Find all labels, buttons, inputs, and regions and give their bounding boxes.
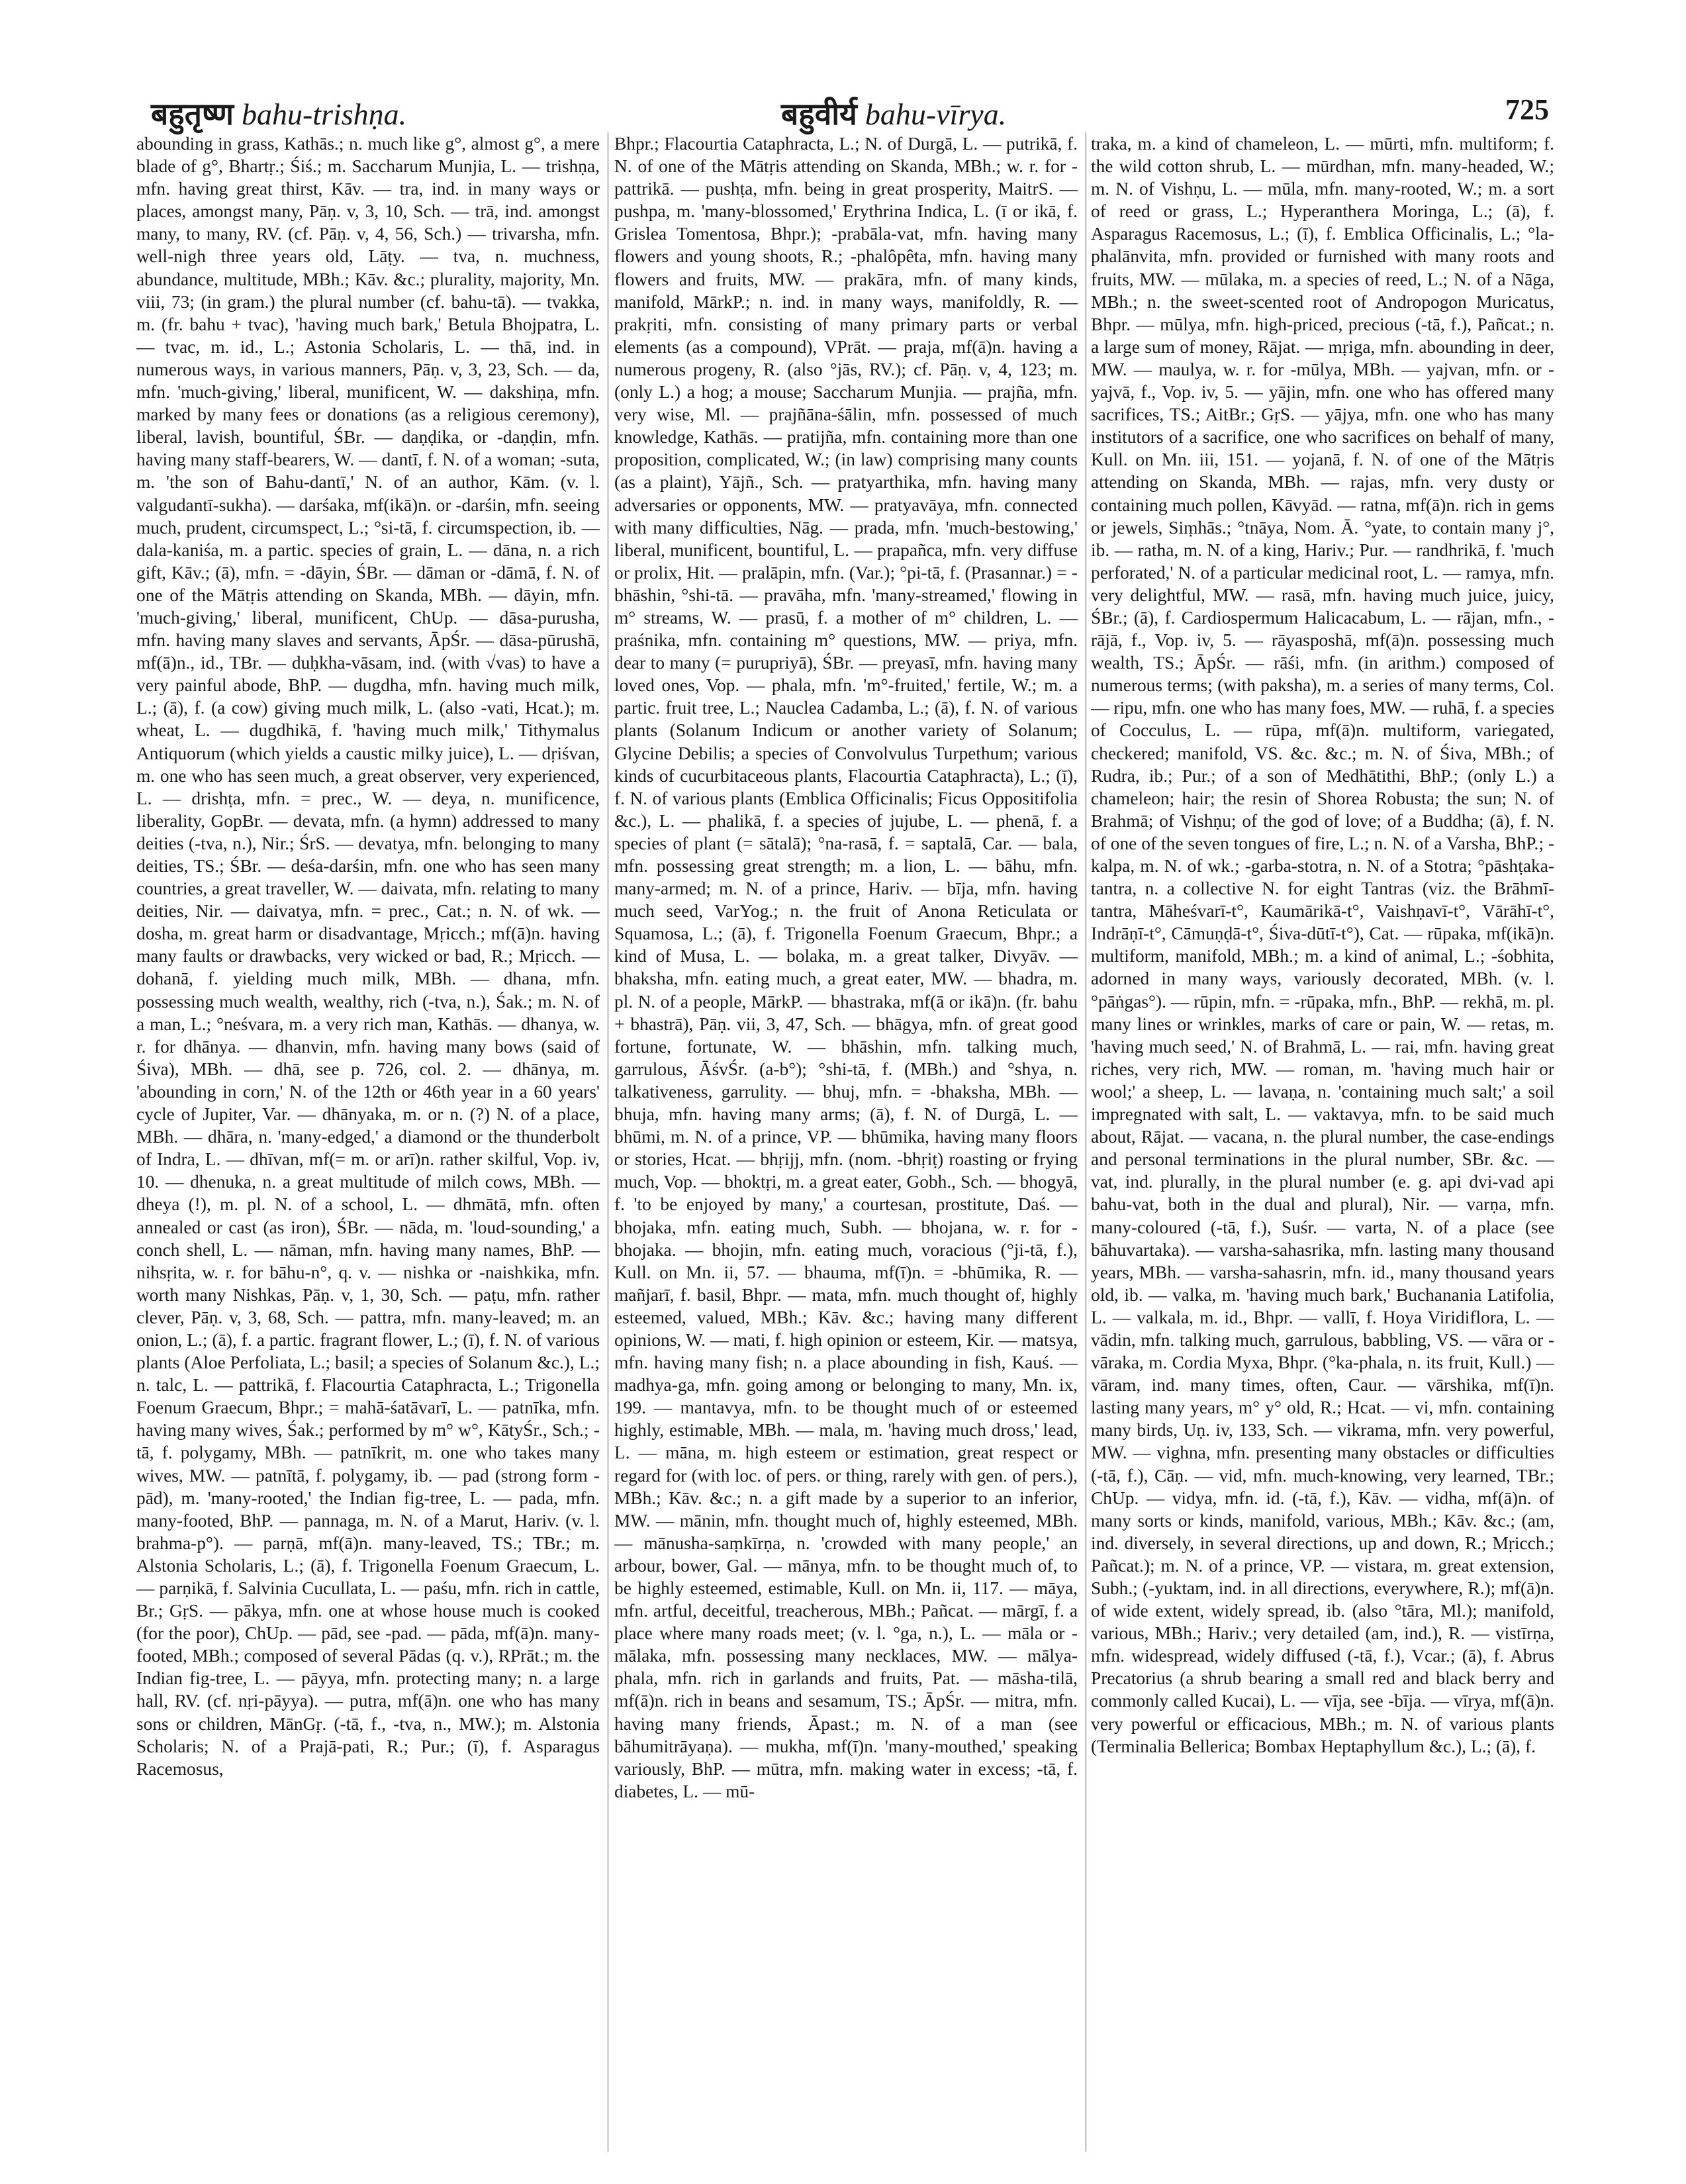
column-3 [1091, 132, 1554, 2158]
page-number: 725 [1505, 93, 1549, 126]
running-head-left [151, 93, 406, 134]
column-3-text: traka, m. a kind of chameleon, L. — mūrti, mfn. multiform; f. the wild cotton shrub, L. — mūrdhan, mfn. many-headed, W.; m. N. of Vishṇu, L. — mūla, mfn. many-rooted, W.; m. a sort of reed or grass, L.; Hyperanthera Moringa, L.; (ā), f. Asparagus Racemosus, L.; (ī), f. Emblica Officinalis, L.; °la-phalānvita, mfn. provided or furnished with many roots and fruits, MW. — mūlaka, m. a species of reed, L.; N. of a Nāga, MBh.; n. the sweet-scented root of Andropogon Muricatus, Bhpr. — mūlya, mfn. high-priced, precious (-tā, f.), Pañcat.; n. a large sum of money, Rājat. — mṛiga, mfn. abounding in deer, MW. — maulya, w. r. for -mūlya, MBh. — yajvan, mfn. or -yajvā, f., Vop. iv, 5. — yājin, mfn. one who has offered many sacrifices, TS.; AitBr.; GṛS. — yājya, mfn. one who has many institutors of a sacrifice, one who sacrifices on behalf of many, Kull. on Mn. iii, 151. — yojanā, f. N. of one of the Mātṛis attending on Skanda, MBh. — rajas, mfn. very dusty or containing much pollen, Kāvyād. — ratna, mf(ā)n. rich in gems or jewels, Siṃhās.; °tnāya, Nom. Ā. °yate, to contain many j°, ib. — ratha, m. N. of a king, Hariv.; Pur. — randhrikā, f. 'much perforated,' N. of a particular medicinal root, L. — ramya, mfn. very delightful, MW. — rasā, mfn. having much juice, juicy, ŚBr.; (ā), f. Cardiospermum Halicacabum, L. — rājan, mfn., -rājā, f., Vop. iv, 5. — rāyasposhā, mf(ā)n. possessing much wealth, TS.; ĀpŚr. — rāśi, mfn. (in arithm.) composed of numerous terms; (with paksha), m. a series of many terms, Col. — ripu, mfn. one who has many foes, MW. — ruhā, f. a species of Cocculus, L. — rūpa, mf(ā)n. multiform, variegated, checkered; manifold, VS. &c. &c.; m. N. of Śiva, MBh.; of Rudra, ib.; Pur.; of a son of Medhātithi, BhP.; (only L.) a chameleon; hair; the resin of Shorea Robusta; the sun; N. of Brahmā; of Vishṇu; of the god of love; of a Buddha; (ā), f. N. of one of the seven tongues of fire, L.; n. N. of a Varsha, BhP.; -kalpa, m. N. of wk.; -garba-stotra, n. N. of a Stotra; °pāshṭaka-tantra, n. a collective N. for eight Tantras (viz. the Brāhmī-tantra, Māheśvarī-t°, Kaumārikā-t°, Vaishṇavī-t°, Vārāhī-t°, Indrāṇī-t°, Cāmuṇḍā-t°, Śiva-dūtī-t°), Cat. — rūpaka, mf(ikā)n. multiform, manifold, MBh.; m. a kind of animal, L.; -śobhita, adorned in many ways, variously decorated, MBh. (v. l. °pāṅgas°). — rūpin, mfn. = -rūpaka, mfn., BhP. — rekhā, m. pl. many lines or wrinkles, marks of care or pain, W. — retas, m. 'having much seed,' N. of Brahmā, L. — rai, mfn. having great riches, very rich, MW. — roman, m. 'having much hair or wool;' a sheep, L. — lavaṇa, n. 'containing much salt;' a soil impregnated with salt, L. — vaktavya, mfn. to be said much about, Rājat. — vacana, n. the plural number, the case-endings and personal terminations in the plural number, SBr. &c. — vat, ind. plurally, in the plural number (e. g. api dvi-vad api bahu-vat, both in the dual and plural), Nir. — varṇa, mfn. many-coloured (-tā, f.), Suśr. — varta, N. of a place (see bāhuvartaka). — varsha-sahasrika, mfn. lasting many thousand years, MBh. — varsha-sahasrin, mfn. id., many thousand years old, ib. — valka, m. 'having much bark,' Buchanania Latifolia, L. — valkala, m. id., Bhpr. — vallī, f. Hoya Viridiflora, L. — vādin, mfn. talking much, garrulous, babbling, VS. — vāra or -vāraka, m. Cordia Myxa, Bhpr. (°ka-phala, n. its fruit, Kull.) — vāram, ind. many times, often, Caur. — vārshika, mf(ī)n. lasting many years, m° y° old, R.; Hcat. — vi, mfn. containing many birds, Uṇ. iv, 133, Sch. — vikrama, mfn. very powerful, MW. — vighna, mfn. presenting many obstacles or difficulties (-tā, f.), Cāṇ. — vid, mfn. much-knowing, very learned, TBr.; ChUp. — vidya, mfn. id. (-tā, f.), Kāv. — vidha, mf(ā)n. of many sorts or kinds, manifold, various, MBh.; Kāv. &c.; (am, ind. diversely, in several directions, up and down, R.; Mṛicch.; Pañcat.); m. N. of a prince, VP. — vistara, m. great extension, Subh.; (-yuktam, ind. in all directions, everywhere, R.); mf(ā)n. of wide extent, widely spread, ib. (also °tāra, Ml.); manifold, various, MBh.; Hariv.; very detailed (am, ind.), R. — vistīrṇa, mfn. widespread, widely diffused (-tā, f.), Vcar.; (ā), f. Abrus Precatorius (a shrub bearing a small red and black berry and commonly called Kucai), L. — vīja, see -bīja. — vīrya, mf(ā)n. very powerful or efficacious, MBh.; m. N. of various plants (Terminalia Bellerica; Bombax Heptaphyllum &c.), L.; (ā), f. [1091, 134, 1554, 1756]
dictionary-columns [136, 132, 1553, 2158]
column-2 [614, 132, 1078, 2158]
running-head-middle [781, 93, 1006, 134]
running-head-middle-transliteration: bahu-vīrya. [865, 97, 1007, 131]
column-2-text: Bhpr.; Flacourtia Cataphracta, L.; N. of Durgā, L. — putrikā, f. N. of one of the Mātṛis attending on Skanda, MBh.; w. r. for -pattrikā. — pushṭa, mfn. being in great prosperity, MaitrS. — pushpa, m. 'many-blossomed,' Erythrina Indica, L. (ī or ikā, f. Grislea Tomentosa, Bhpr.); -prabāla-vat, mfn. having many flowers and young shoots, R.; -phalôpêta, mfn. having many flowers and fruits, MW. — prakāra, mfn. of many kinds, manifold, MārkP.; n. ind. in many ways, manifoldly, R. — prakṛiti, mfn. consisting of many primary parts or verbal elements (as a compound), VPrāt. — praja, mf(ā)n. having a numerous progeny, R. (also °jās, RV.); cf. Pāṇ. v, 4, 123; m. (only L.) a hog; a mouse; Saccharum Munjia. — prajña, mfn. very wise, Ml. — prajñāna-śālin, mfn. possessed of much knowledge, Kathās. — pratijña, mfn. containing more than one proposition, complicated, W.; (in law) comprising many counts (as a plaint), Yājñ., Sch. — pratyarthika, mfn. having many adversaries or opponents, MW. — pratyavāya, mfn. connected with many difficulties, Nāg. — prada, mfn. 'much-bestowing,' liberal, munificent, bountiful, L. — prapañca, mfn. very diffuse or prolix, Hit. — pralāpin, mfn. (Var.); °pi-tā, f. (Prasannar.) = -bhāshin, °shi-tā. — pravāha, mfn. 'many-streamed,' flowing in m° streams, W. — prasū, f. a mother of m° children, L. — praśnika, mfn. containing m° questions, MW. — priya, mfn. dear to many (= purupriyā), ŚBr. — preyasī, mfn. having many loved ones, Vop. — phala, mfn. 'm°-fruited,' fertile, W.; m. a partic. fruit tree, L.; Nauclea Cadamba, L.; (ā), f. N. of various plants (Solanum Indicum or another variety of Solanum; Glycine Debilis; a species of Convolvulus Turpethum; various kinds of cucurbitaceous plants, Flacourtia Cataphracta), L.; (ī), f. N. of various plants (Emblica Officinalis; Ficus Oppositifolia &c.), L. — phalikā, f. a species of jujube, L. — phenā, f. a species of plant (= sātalā); °na-rasā, f. = saptalā, Car. — bala, mfn. possessing great strength; m. a lion, L. — bāhu, mfn. many-armed; m. N. of a prince, Hariv. — bīja, mfn. having much seed, VarYog.; n. the fruit of Anona Reticulata or Squamosa, L.; (ā), f. Trigonella Foenum Graecum, Bhpr.; a kind of Musa, L. — bolaka, m. a great talker, Divyāv. — bhaksha, mfn. eating much, a great eater, MW. — bhadra, m. pl. N. of a people, MārkP. — bhastraka, mf(ā or ikā)n. (fr. bahu + bhastrā), Pāṇ. vii, 3, 47, Sch. — bhāgya, mfn. of great good fortune, fortunate, W. — bhāshin, mfn. talking much, garrulous, ĀśvŚr. (a-b°); °shi-tā, f. (MBh.) and °shya, n. talkativeness, garrulity. — bhuj, mfn. = -bhaksha, MBh. — bhuja, mfn. having many arms; (ā), f. N. of Durgā, L. — bhūmi, m. N. of a prince, VP. — bhūmika, having many floors or stories, Hcat. — bhṛijj, mfn. (nom. -bhṛiṭ) roasting or frying much, Vop. — bhoktṛi, m. a great eater, Gobh., Sch. — bhogyā, f. 'to be enjoyed by many,' a courtesan, prostitute, Daś. — bhojaka, mfn. eating much, Subh. — bhojana, w. r. for -bhojaka. — bhojin, mfn. eating much, voracious (°ji-tā, f.), Kull. on Mn. ii, 57. — bhauma, mf(ī)n. = -bhūmika, R. — mañjarī, f. basil, Bhpr. — mata, mfn. much thought of, highly esteemed, valued, MBh.; Kāv. &c.; having many different opinions, W. — mati, f. high opinion or esteem, Kir. — matsya, mfn. having many fish; n. a place abounding in fish, Kauś. — madhya-ga, mfn. going among or belonging to many, Mn. ix, 199. — mantavya, mfn. to be thought much of or esteemed highly, estimable, MBh. — mala, m. 'having much dross,' lead, L. — māna, m. high esteem or estimation, great respect or regard for (with loc. of pers. or thing, rarely with gen. of pers.), MBh.; Kāv. &c.; n. a gift made by a superior to an inferior, MW. — mānin, mfn. thought much of, highly esteemed, MBh. — mānusha-saṃkīrṇa, n. 'crowded with many people,' an arbour, bower, Gal. — mānya, mfn. to be thought much of, to be highly esteemed, estimable, Kull. on Mn. ii, 117. — māya, mfn. artful, deceitful, treacherous, MBh.; Pañcat. — mārgī, f. a place where many roads meet; (v. l. °ga, n.), L. — māla or -mālaka, mfn. possessing many necklaces, MW. — mālya-phala, mfn. rich in garlands and fruits, Pat. — māsha-tilā, mf(ā)n. rich in beans and sesamum, TS.; ĀpŚr. — mitra, mfn. having many friends, Āpast.; m. N. of a man (see bāhumitrāyaṇa). — mukha, mf(ī)n. 'many-mouthed,' speaking variously, BhP. — mūtra, mfn. making water in excess; -tā, f. diabetes, L. — mū- [614, 134, 1078, 1801]
column-1-text: abounding in grass, Kathās.; n. much like g°, almost g°, a mere blade of g°, Bhartṛ.; Śiś.; m. Saccharum Munjia, L. — trishṇa, mfn. having great thirst, Kāv. — tra, ind. in many ways or places, amongst many, Pāṇ. v, 3, 10, Sch. — trā, ind. amongst many, to many, RV. (cf. Pāṇ. v, 4, 56, Sch.) — trivarsha, mfn. well-nigh three years old, Lāṭy. — tva, n. muchness, abundance, multitude, MBh.; Kāv. &c.; plurality, majority, Mn. viii, 73; (in gram.) the plural number (cf. bahu-tā). — tvakka, m. (fr. bahu + tvac), 'having much bark,' Betula Bhojpatra, L. — tvac, m. id., L.; Astonia Scholaris, L. — thā, ind. in numerous ways, in various manners, Pāṇ. v, 3, 23, Sch. — da, mfn. 'much-giving,' liberal, munificent, W. — dakshiṇa, mfn. marked by many fees or donations (as a religious ceremony), liberal, lavish, bountiful, ŚBr. — daṇḍika, or -daṇḍin, mfn. having many staff-bearers, W. — dantī, f. N. of a woman; -suta, m. 'the son of Bahu-dantī,' N. of an author, Kām. (v. l. valgudantī-sukha). — darśaka, mf(ikā)n. or -darśin, mfn. seeing much, prudent, circumspect, L.; °si-tā, f. circumspection, ib. — dala-kaniśa, m. a partic. species of grain, L. — dāna, n. a rich gift, Kāv.; (ā), mfn. = -dāyin, ŚBr. — dāman or -dāmā, f. N. of one of the Mātṛis attending on Skanda, MBh. — dāyin, mfn. 'much-giving,' liberal, munificent, ChUp. — dāsa-purusha, mfn. having many slaves and servants, ĀpŚr. — dāsa-pūrushā, mf(ā)n., id., TBr. — duḥkha-vāsam, ind. (with √vas) to have a very painful abode, BhP. — dugdha, mfn. having much milk, L.; (ā), f. (a cow) giving much milk, L. (also -vati, Hcat.); m. wheat, L. — dugdhikā, f. 'having much milk,' Tithymalus Antiquorum (which yields a caustic milky juice), L. — dṛiśvan, m. one who has seen much, a great observer, very experienced, L. — drishṭa, mfn. = prec., W. — deya, n. munificence, liberality, GopBr. — devata, mfn. (a hymn) addressed to many deities (-tva, n.), Nir.; ŚrS. — devatya, mfn. belonging to many deities, TS.; ŚBr. — deśa-darśin, mfn. one who has seen many countries, a great traveller, W. — daivata, mfn. relating to many deities, Nir. — daivatya, mfn. = prec., Cat.; n. N. of wk. — dosha, m. great harm or disadvantage, Mṛicch.; mf(ā)n. having many faults or drawbacks, very wicked or bad, R.; Mṛicch. — dohanā, f. yielding much milk, MBh. — dhana, mfn. possessing much wealth, wealthy, rich (-tva, n.), Śak.; m. N. of a man, L.; °neśvara, m. a very rich man, Kathās. — dhanya, w. r. for dhānya. — dhanvin, mfn. having many bows (said of Śiva), MBh. — dhā, see p. 726, col. 2. — dhānya, m. 'abounding in corn,' N. of the 12th or 46th year in a 60 years' cycle of Jupiter, Var. — dhānyaka, m. or n. (?) N. of a place, MBh. — dhāra, n. 'many-edged,' a diamond or the thunderbolt of Indra, L. — dhīvan, mf(= m. or arī)n. rather skilful, Vop. iv, 10. — dhenuka, n. a great multitude of milch cows, MBh. — dheya (!), m. pl. N. of a school, L. — dhmātā, mfn. often annealed or cast (as iron), ŚBr. — nāda, m. 'loud-sounding,' a conch shell, L. — nāman, mfn. having many names, BhP. — nihsṛita, w. r. for bāhu-n°, q. v. — nishka or -naishkika, mfn. worth many Nishkas, Pāṇ. v, 1, 30, Sch. — paṭu, mfn. rather clever, Pāṇ. v, 3, 68, Sch. — pattra, mfn. many-leaved; m. an onion, L.; (ā), f. a partic. fragrant flower, L.; (ī), f. N. of various plants (Aloe Perfoliata, L.; basil; a species of Solanum &c.), L.; n. talc, L. — pattrikā, f. Flacourtia Cataphracta, L.; Trigonella Foenum Graecum, Bhpr.; = mahā-śatāvarī, L. — patnīka, mfn. having many wives, Śak.; performed by m° w°, KātyŚr., Sch.; -tā, f. polygamy, MBh. — patnīkrit, m. one who takes many wives, MW. — patnītā, f. polygamy, ib. — pad (strong form -pād), m. 'many-rooted,' the Indian fig-tree, L. — pada, mfn. many-footed, BhP. — pannaga, m. N. of a Marut, Hariv. (v. l. brahma-p°). — parṇā, mf(ā)n. many-leaved, TS.; TBr.; m. Alstonia Scholaris, L.; (ā), f. Trigonella Foenum Graecum, L. — parṇikā, f. Salvinia Cucullata, L. — paśu, mfn. rich in cattle, Br.; GṛS. — pākya, mfn. one at whose house much is cooked (for the poor), ChUp. — pād, see -pad. — pāda, mf(ā)n. many-footed, MBh.; composed of several Pādas (q. v.), RPrāt.; m. the Indian fig-tree, L. — pāyya, mfn. protecting many; n. a large hall, RV. (cf. nṛi-pāyya). — putra, mf(ā)n. one who has many sons or children, MānGṛ. (-tā, f., -tva, n., MW.); m. Alstonia Scholaris; N. of a Prajā-pati, R.; Pur.; (ī), f. Asparagus Racemosus, [136, 134, 600, 1779]
running-head-middle-devanagari: बहुवीर्य [781, 97, 857, 131]
column-1 [136, 132, 600, 2158]
running-head-left-devanagari: बहुतृष्ण [151, 97, 234, 131]
running-head-left-transliteration: bahu-trishṇa. [241, 97, 407, 131]
